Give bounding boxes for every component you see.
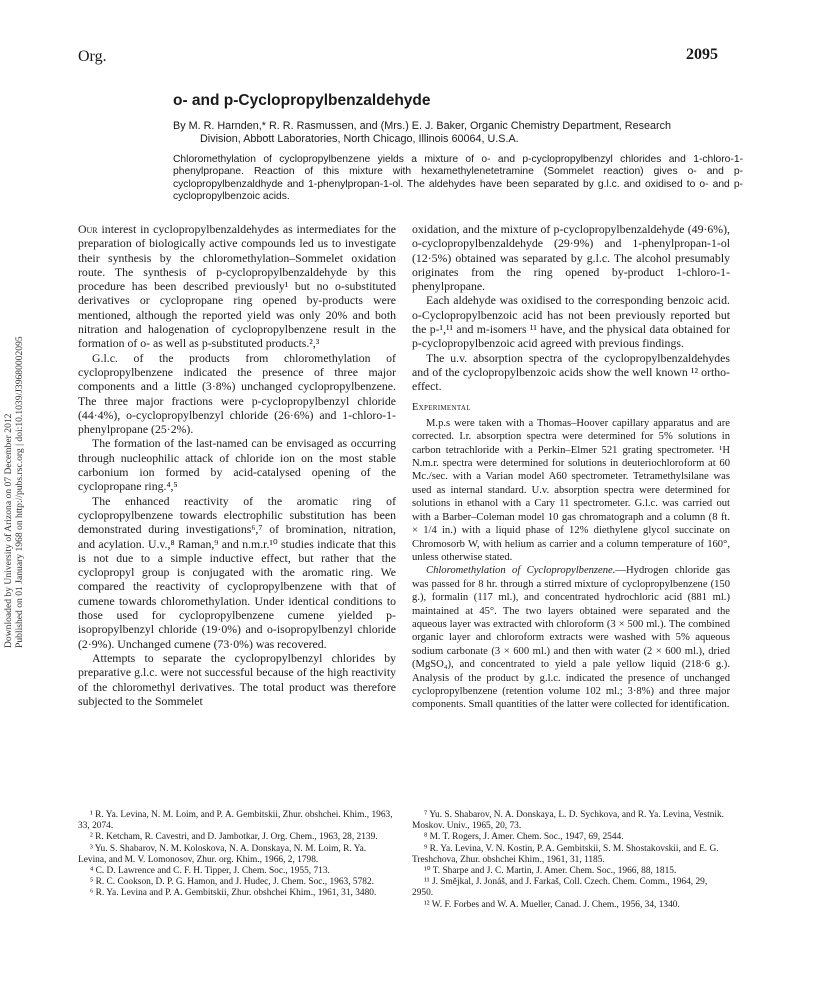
paragraph-glc: G.l.c. of the products from chloromethylation of cyclopropylbenzene indicated the presence of three major components and a little (3·8%) unchanged cyclopropylbenzene. The three major fractions were p-cyclopropylbenzyl chloride (44·4%), o-cyclopropylbenzyl chloride (26·6%) and 1-chloro-1-phenylpropane (25·2%). [78, 350, 396, 437]
lead-word: Our [78, 222, 98, 236]
intro-text: interest in cyclopropylbenzaldehydes as intermediates for the preparation of biologically active compounds led us to investigate their synthesis by the chloromethylation–Sommelet oxidation route. The synthesis of p-cyclopropylbenzaldehyde by this procedure has been described previously¹ but no o-substituted derivatives or cyclopropane ring opened by-products were mentioned, although the reported yield was only 20% and both nitration and halogenation of cyclopropylbenzene result in the formation of o- as well as p-substituted products.²,³ [78, 222, 396, 351]
left-column [78, 222, 396, 708]
experimental-heading: Experimental [412, 401, 471, 413]
paragraph-oxidation: oxidation, and the mixture of p-cyclopropylbenzaldehyde (49·6%), o-cyclopropylbenzaldehyde (29·9%) and 1-phenylpropan-1-ol (12·5%) obtained was separated by g.l.c. The alcohol presumably originates from the ring opened by-product 1-chloro-1-phenylpropane. [412, 222, 730, 294]
reference-4: ⁴ C. D. Lawrence and C. F. H. Tipper, J. Chem. Soc., 1955, 713. [90, 866, 330, 877]
reference-9: ⁹ R. Ya. Levina, V. N. Kostin, P. A. Gembitskii, S. M. Shostakovskii, and E. G. Treshchova, Zhur. obshchei Khim., 1961, 31, 1185. [412, 843, 719, 865]
download-notice: Downloaded by University of Arizona on 07 December 2012 [3, 413, 14, 648]
paragraph-benzoic-acid: Each aldehyde was oxidised to the corresponding benzoic acid. o-Cyclopropylbenzoic acid has not been previously reported but the p-¹,¹¹ and m-isomers ¹¹ have, and the physical data obtained for p-cyclopropylbenzoic acid agreed with previous findings. [412, 293, 730, 351]
abstract: Chloromethylation of cyclopropylbenzene yields a mixture of o- and p-cyclopropylbenzyl chlorides and 1-chloro-1-phenylpropane. Reaction of this mixture with hexamethylenetetramine (Sommelet reaction) gives o- and p-cyclopropylbenzaldhyde and 1-phenylpropan-1-ol. The aldehydes have been separated by g.l.c. and oxidised to o- and p-cyclopropylbenzoic acids. [173, 154, 743, 203]
chloromethylation-heading: Chloromethylation of Cyclopropylbenzene. [426, 565, 616, 577]
experimental-section [412, 417, 730, 712]
page-number: 2095 [686, 46, 718, 63]
download-watermark [0, 250, 24, 680]
chloromethylation-text: —Hydrogen chloride gas was passed for 8 hr. through a stirred mixture of cyclopropylbenzene (150 g.), formalin (117 ml.), and concentrated hydrochloric acid (881 ml.) maintained at 45°. The two layers obtained were separated and the aqueous layer was extracted with chloroform (3 × 500 ml.). The combined organic layer and chloroform extracts were washed with 5% aqueous sodium carbonate (3 × 600 ml.) and then with water (2 × 600 ml.), dried (MgSO₄), and concentrated to yield a pale yellow liquid (218·6 g.). Analysis of the product by g.l.c. indicated the presence of unchanged cyclopropylbenzene (retention volume 102 ml.; 3·8%) and three major components. Small quantities of the latter were collected for identification. [412, 565, 730, 711]
right-column [412, 222, 730, 712]
paragraph-separation: Attempts to separate the cyclopropylbenzyl chlorides by preparative g.l.c. were not successful because of the high reactivity of the chloromethyl derivatives. The total product was therefore subjected to the Sommelet [78, 650, 396, 708]
references-left [78, 810, 396, 900]
journal-name: Org. [78, 48, 107, 65]
paragraph-uv: The u.v. absorption spectra of the cyclopropylbenzaldehydes and of the cyclopropylbenzoic acids show the well known ¹² ortho-effect. [412, 350, 730, 394]
authors-line-2: Division, Abbott Laboratories, North Chicago, Illinois 60064, U.S.A. [200, 133, 519, 145]
author-affiliation [173, 120, 753, 146]
reference-12: ¹² W. F. Forbes and W. A. Mueller, Canad. J. Chem., 1956, 34, 1340. [424, 899, 680, 910]
paragraph-formation: The formation of the last-named can be envisaged as occurring through nucleophilic attack of chloride ion on the most stable carbonium ion formed by acid-catalysed opening of the cyclopropane ring.⁴,⁵ [78, 436, 396, 494]
publication-notice: Published on 01 January 1968 on http://pubs.rsc.org | doi:10.1039/J39680002095 [14, 336, 25, 648]
reference-10: ¹⁰ T. Sharpe and J. C. Martin, J. Amer. Chem. Soc., 1966, 88, 1815. [424, 866, 677, 877]
reference-11: ¹¹ J. Smějkal, J. Jonáš, and J. Farkaš, Coll. Czech. Chem. Comm., 1964, 29, 2950. [412, 877, 708, 899]
references-right [412, 810, 730, 911]
reference-8: ⁸ M. T. Rogers, J. Amer. Chem. Soc., 1947, 69, 2544. [424, 832, 624, 843]
authors-line-1: By M. R. Harnden,* R. R. Rasmussen, and (Mrs.) E. J. Baker, Organic Chemistry Department, Research [173, 120, 672, 132]
reference-7: ⁷ Yu. S. Shabarov, N. A. Donskaya, L. D. Sychkova, and R. Ya. Levina, Vestnik. Moskov. Univ., 1965, 20, 73. [412, 810, 725, 832]
reference-6: ⁶ R. Ya. Levina and P. A. Gembitskii, Zhur. obshchei Khim., 1961, 31, 3480. [90, 888, 377, 899]
reference-1: ¹ R. Ya. Levina, N. M. Loim, and P. A. Gembitskii, Zhur. obshchei. Khim., 1963, 33, 2074. [78, 810, 393, 832]
article-title: o- and p-Cyclopropylbenzaldehyde [173, 92, 431, 109]
paragraph-chloromethylation [412, 564, 730, 711]
paragraph-methods: M.p.s were taken with a Thomas–Hoover capillary apparatus and are corrected. I.r. absorption spectra were determined for 5% solutions in carbon tetrachloride with a Perkin–Elmer 521 grating spectrometer. ¹H N.m.r. spectra were determined for solutions in deuteriochloroform at 60 Mc./sec. with a Varian model A60 spectrometer. Tetramethylsilane was used as internal standard. U.v. absorption spectra were determined for solutions in ethanol with a Cary 11 spectrometer. G.l.c. was carried out with a Barber–Coleman model 10 gas chromatograph and a column (8 ft. × 1/4 in.) with a liquid phase of 12% diethylene glycol succinate on Chromosorb W, with helium as carrier and a column temperature of 160°, unless otherwise stated. [412, 417, 730, 563]
reference-5: ⁵ R. C. Cookson, D. P. G. Hamon, and J. Hudec, J. Chem. Soc., 1963, 5782. [90, 877, 374, 888]
paragraph-reactivity: The enhanced reactivity of the aromatic ring of cyclopropylbenzene towards electrophilic substitution has been demonstrated during investigations⁶,⁷ of bromination, nitration, and acylation. U.v.,⁸ Raman,⁹ and n.m.r.¹⁰ studies indicate that this is not due to a simple inductive effect, but rather that the cyclopropyl group is conjugated with the aromatic ring. We compared the reactivity of cyclopropylbenzene with that of cumene towards chloromethylation. Under identical conditions to those used for cyclopropylbenzene cumene yielded p-isopropylbenzyl chloride (19·0%) and o-isopropylbenzyl chloride (2·9%). Unchanged cumene (73·0%) was recovered. [78, 493, 396, 651]
paragraph-intro [78, 222, 396, 351]
reference-2: ² R. Ketcham, R. Cavestri, and D. Jambotkar, J. Org. Chem., 1963, 28, 2139. [90, 832, 378, 843]
reference-3: ³ Yu. S. Shabarov, N. M. Koloskova, N. A. Donskaya, N. M. Loim, R. Ya. Levina, and M. V. Lomonosov, Zhur. org. Khim., 1966, 2, 1798. [78, 843, 367, 865]
